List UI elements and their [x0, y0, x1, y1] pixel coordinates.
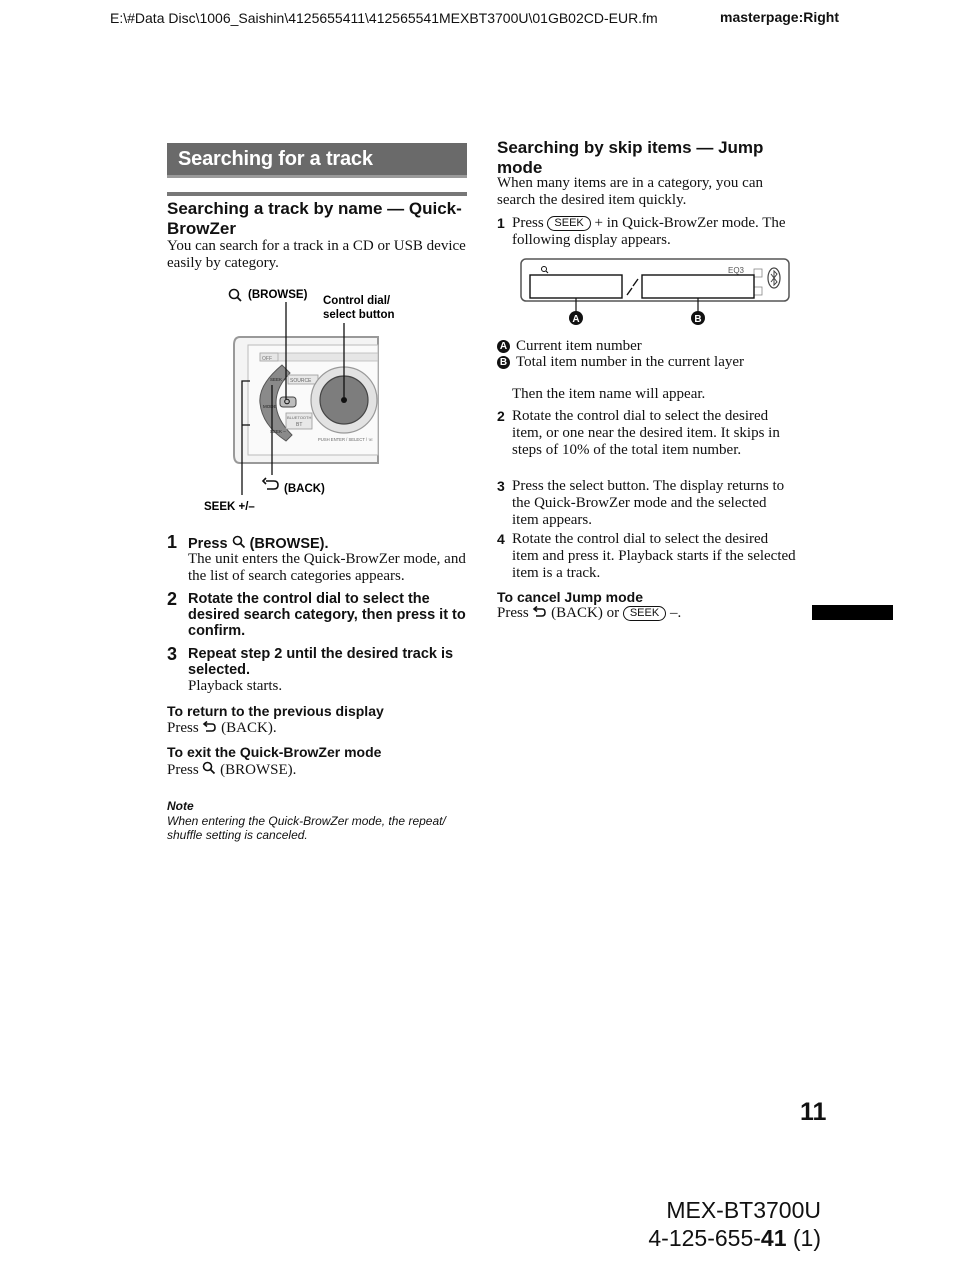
callout-a: A [572, 314, 580, 325]
bluetooth-icon [768, 268, 780, 288]
panel-bt: BT [296, 422, 303, 428]
panel-mode: MODE [263, 404, 277, 409]
jump-step-4-number: 4 [497, 531, 505, 547]
panel-push-label: PUSH ENTER / SELECT / ☏ [318, 437, 374, 442]
part-bold: 41 [760, 1225, 787, 1251]
panel-bluetooth: BLUETOOTH [287, 415, 312, 420]
jump-step-1-number: 1 [497, 215, 505, 231]
note-heading: Note [167, 799, 194, 813]
legend-b-badge: B [497, 356, 510, 369]
return-text [167, 720, 277, 737]
front-panel [234, 337, 378, 463]
section-intro: You can search for a track in a CD or USB device easily by category. [167, 238, 466, 271]
cancel-text [497, 605, 681, 622]
part-suffix: (1) [786, 1225, 821, 1251]
return-press: Press [167, 720, 199, 736]
step-1-number: 1 [167, 532, 178, 552]
unit-panel-figure [200, 285, 400, 515]
back-label: (BACK) [284, 483, 325, 495]
section-divider [167, 192, 467, 196]
seek-key: SEEK [547, 216, 590, 231]
jump-display-figure [518, 257, 793, 329]
jump-step-4-text: Rotate the control dial to select the desired item and press it. Playback starts if the selected item is a track. [512, 531, 796, 581]
step-3-text: Playback starts. [188, 678, 283, 694]
then-text: Then the item name will appear. [512, 386, 706, 402]
masterpage-label: masterpage:Right [720, 9, 840, 25]
cancel-end: –. [669, 605, 682, 621]
step-1-browse: (BROWSE). [249, 536, 329, 552]
panel-seek-plus: SEEK + [270, 377, 286, 382]
back-icon [263, 478, 278, 489]
return-heading: To return to the previous display [167, 703, 384, 719]
jump-step-2-text: Rotate the control dial to select the desired item, or one near the desired item. It skips in steps of 10% of the total item number. [512, 408, 780, 458]
dial-label-line2: select button [323, 309, 395, 321]
search-icon [232, 535, 246, 549]
panel-off-label: OFF [262, 356, 272, 362]
cancel-press: Press [497, 605, 529, 621]
browse-label: (BROWSE) [248, 289, 308, 301]
exit-browse: (BROWSE). [220, 762, 297, 778]
step-2-heading: Rotate the control dial to select the desired search category, then press it to confirm. [188, 591, 466, 639]
callout-b: B [694, 314, 702, 325]
jump-step-1-press: Press [512, 215, 544, 231]
seek-label: SEEK +/– [204, 501, 255, 513]
exit-text [167, 761, 296, 779]
step-3-heading: Repeat step 2 until the desired track is selected. [188, 646, 454, 678]
part-prefix: 4-125-655- [648, 1225, 761, 1251]
panel-source: SOURCE [290, 378, 312, 384]
thumb-index-tab [812, 605, 893, 620]
legend-a [497, 338, 642, 355]
part-number [600, 1224, 821, 1252]
exit-press: Press [167, 762, 199, 778]
model-number: MEX-BT3700U [666, 1197, 821, 1223]
eq-indicator: EQ3 [728, 266, 745, 275]
section-heading-jump-mode: Searching by skip items — Jump mode [497, 138, 764, 177]
current-item-field [530, 275, 622, 298]
note-text: When entering the Quick-BrowZer mode, the repeat/ shuffle setting is canceled. [167, 814, 446, 842]
jump-step-1-text [512, 215, 787, 249]
step-3-number: 3 [167, 644, 178, 664]
total-item-field [642, 275, 754, 298]
cancel-back: (BACK) or [551, 605, 620, 621]
jump-step-2-number: 2 [497, 408, 505, 424]
step-1-heading [188, 535, 329, 552]
search-icon [202, 761, 216, 775]
dial-label-line1: Control dial/ [323, 295, 391, 307]
page-number: 11 [800, 1098, 827, 1126]
back-icon [202, 721, 217, 733]
seek-key: SEEK [623, 606, 666, 621]
file-path-header: E:\#Data Disc\1006_Saishin\4125655411\412565541MEXBT3700U\01GB02CD-EUR.fm [110, 10, 658, 26]
legend-a-badge: A [497, 340, 510, 353]
step-2-number: 2 [167, 589, 178, 609]
legend-b-text: Total item number in the current layer [516, 354, 745, 370]
jump-step-3-number: 3 [497, 478, 505, 494]
legend-a-text: Current item number [516, 338, 642, 354]
jump-step-1-rest: + in Quick-BrowZer mode. The following display appears. [512, 215, 786, 248]
cancel-heading: To cancel Jump mode [497, 589, 643, 605]
panel-seek-minus: SEEK – [270, 429, 286, 434]
section-heading-quick-browzer: Searching a track by name — Quick-BrowZer [167, 199, 462, 238]
step-1-press: Press [188, 536, 228, 552]
jump-step-3-text: Press the select button. The display returns to the Quick-BrowZer mode and the selected item appears. [512, 478, 785, 528]
step-1-text: The unit enters the Quick-BrowZer mode, and the list of search categories appears. [188, 551, 466, 584]
back-icon [532, 606, 547, 618]
search-icon [230, 290, 242, 302]
model-block [600, 1196, 821, 1252]
jump-intro: When many items are in a category, you can search the desired item quickly. [497, 175, 764, 208]
legend-b [497, 354, 744, 371]
exit-heading: To exit the Quick-BrowZer mode [167, 744, 382, 760]
return-back: (BACK). [221, 720, 277, 736]
page-title-bar [167, 143, 467, 178]
page-title: Searching for a track [178, 148, 373, 170]
